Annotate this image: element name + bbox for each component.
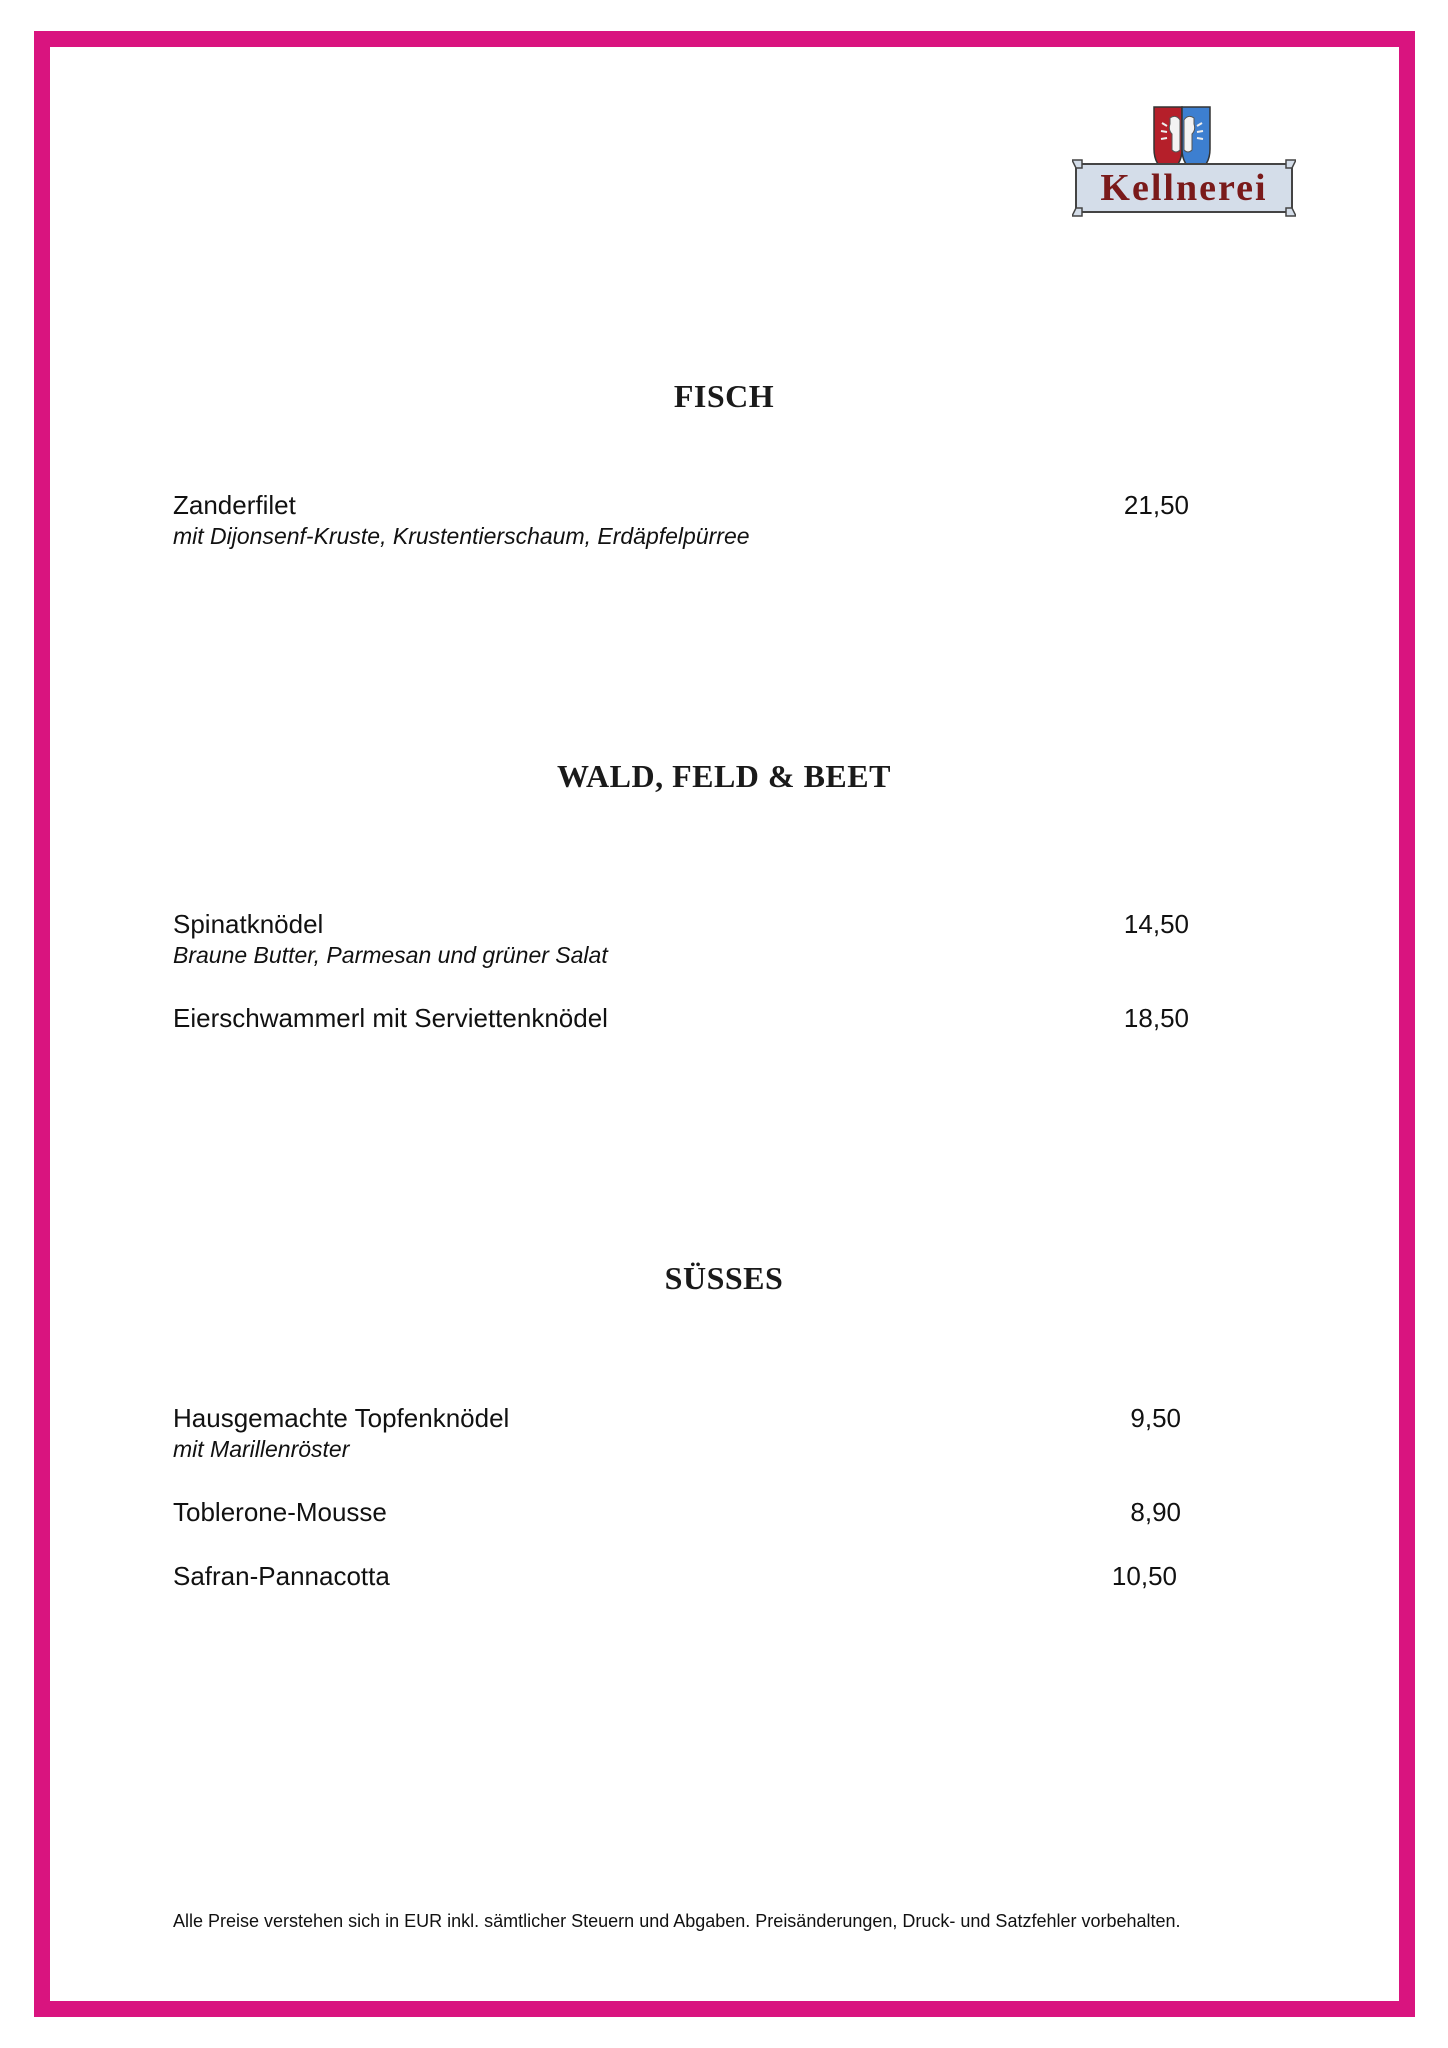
section-title-wald-feld-beet: WALD, FELD & BEET bbox=[557, 758, 891, 794]
logo-text: Kellnerei bbox=[1100, 167, 1268, 209]
menu-item bbox=[173, 1496, 1193, 1528]
menu-item bbox=[173, 489, 1193, 551]
section-title-fisch: FISCH bbox=[673, 378, 775, 414]
item-price: 14,50 bbox=[1123, 909, 1189, 939]
item-name: Eierschwammerl mit Serviettenknödel bbox=[173, 1003, 608, 1033]
menu-item bbox=[173, 908, 1193, 970]
item-name: Hausgemachte Topfenknödel bbox=[173, 1403, 510, 1433]
item-description: mit Marillenröster bbox=[173, 1436, 350, 1462]
item-name: Safran-Pannacotta bbox=[173, 1561, 390, 1591]
item-price: 8,90 bbox=[1130, 1497, 1181, 1527]
menu-item bbox=[173, 1002, 1193, 1034]
section-title-suesses: SÜSSES bbox=[664, 1260, 784, 1296]
item-name: Zanderfilet bbox=[173, 490, 296, 520]
item-description: Braune Butter, Parmesan und grüner Salat bbox=[173, 942, 608, 968]
item-price: 18,50 bbox=[1123, 1003, 1189, 1033]
item-price: 10,50 bbox=[1111, 1561, 1177, 1591]
item-price: 9,50 bbox=[1130, 1403, 1181, 1433]
item-name: Spinatknödel bbox=[173, 909, 324, 939]
coat-of-arms-icon bbox=[1154, 107, 1210, 172]
item-description: mit Dijonsenf-Kruste, Krustentierschaum, Erdäpfelpürree bbox=[173, 523, 750, 549]
menu-item bbox=[173, 1560, 1193, 1592]
menu-item bbox=[173, 1402, 1193, 1464]
item-price: 21,50 bbox=[1123, 490, 1189, 520]
price-disclaimer: Alle Preise verstehen sich in EUR inkl. sämtlicher Steuern und Abgaben. Preisänderungen, Druck- und Satzfehler vorbehalten. bbox=[173, 1911, 1181, 1931]
item-name: Toblerone-Mousse bbox=[173, 1497, 387, 1527]
